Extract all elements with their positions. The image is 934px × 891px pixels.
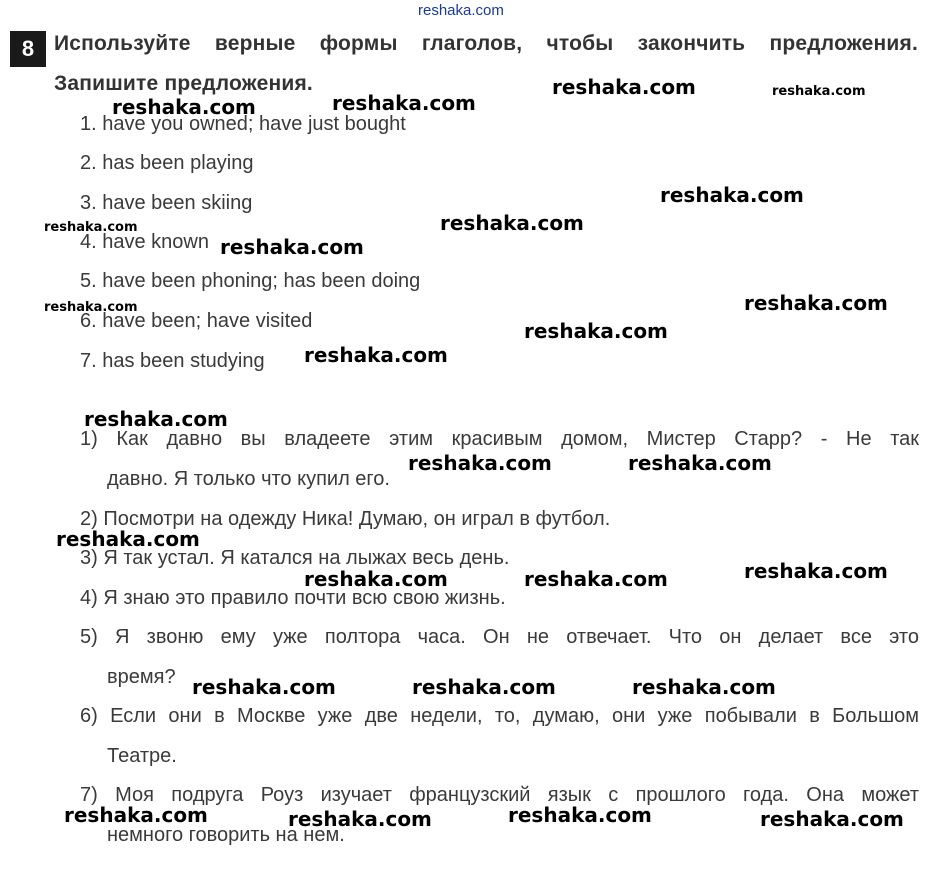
- answer-item: 4. have known: [80, 231, 209, 253]
- translation-5-line-1: 5) Я звоню ему уже полтора часа. Он не отвечает. Что он делает все это: [80, 626, 919, 648]
- translation-2: 2) Посмотри на одежду Ника! Думаю, он играл в футбол.: [80, 508, 611, 530]
- watermark: reshaka.com: [508, 803, 652, 827]
- watermark: reshaka.com: [412, 675, 556, 699]
- site-watermark-top[interactable]: reshaka.com: [418, 2, 504, 19]
- watermark: reshaka.com: [628, 451, 772, 475]
- exercise-number-badge: 8: [10, 31, 46, 67]
- answer-item: 3. have been skiing: [80, 192, 253, 214]
- watermark: reshaka.com: [304, 567, 448, 591]
- watermark: reshaka.com: [44, 300, 138, 315]
- instruction-line-2: Запишите предложения.: [54, 72, 313, 95]
- translation-1-line-1: 1) Как давно вы владеете этим красивым домом, Мистер Старр? - Не так: [80, 428, 919, 450]
- answer-item: 2. has been playing: [80, 152, 254, 174]
- translation-7-line-1: 7) Моя подруга Роуз изучает французский язык с прошлого года. Она может: [80, 784, 919, 806]
- watermark: reshaka.com: [288, 807, 432, 831]
- watermark: reshaka.com: [552, 75, 696, 99]
- watermark: reshaka.com: [760, 807, 904, 831]
- translation-1-line-2: давно. Я только что купил его.: [107, 468, 390, 490]
- translation-5-line-2: время?: [107, 666, 176, 688]
- watermark: reshaka.com: [660, 183, 804, 207]
- answer-item: 6. have been; have visited: [80, 310, 313, 332]
- answer-item: 1. have you owned; have just bought: [80, 113, 406, 135]
- watermark: reshaka.com: [524, 567, 668, 591]
- translation-4: 4) Я знаю это правило почти всю свою жизнь.: [80, 587, 506, 609]
- watermark: reshaka.com: [56, 527, 200, 551]
- answer-item: 5. have been phoning; has been doing: [80, 270, 421, 292]
- watermark: reshaka.com: [220, 235, 364, 259]
- translation-6-line-2: Театре.: [107, 745, 177, 767]
- watermark: reshaka.com: [44, 220, 138, 235]
- watermark: reshaka.com: [64, 803, 208, 827]
- watermark: reshaka.com: [84, 407, 228, 431]
- watermark: reshaka.com: [192, 675, 336, 699]
- answer-item: 7. has been studying: [80, 350, 265, 372]
- translation-7-line-2: немного говорить на нем.: [107, 824, 345, 846]
- watermark: reshaka.com: [440, 211, 584, 235]
- watermark: reshaka.com: [772, 84, 866, 99]
- watermark: reshaka.com: [632, 675, 776, 699]
- watermark: reshaka.com: [524, 319, 668, 343]
- watermark: reshaka.com: [744, 559, 888, 583]
- translation-6-line-1: 6) Если они в Москве уже две недели, то, думаю, они уже побывали в Большом: [80, 705, 919, 727]
- watermark: reshaka.com: [112, 95, 256, 119]
- translation-3: 3) Я так устал. Я катался на лыжах весь день.: [80, 547, 510, 569]
- watermark: reshaka.com: [408, 451, 552, 475]
- watermark: reshaka.com: [332, 91, 476, 115]
- watermark: reshaka.com: [744, 291, 888, 315]
- instruction-line-1: Используйте верные формы глаголов, чтобы закончить предложения.: [54, 32, 918, 55]
- watermark: reshaka.com: [304, 343, 448, 367]
